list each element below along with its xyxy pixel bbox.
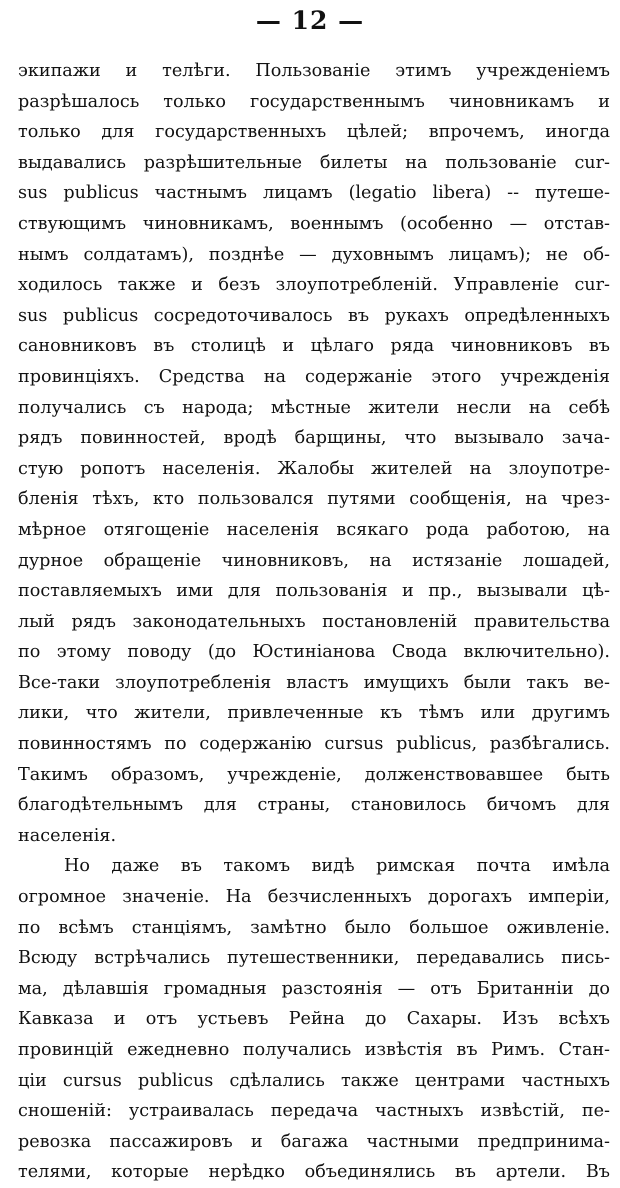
text-line: sus publicus сосредоточивалось въ рукахъ опредѣленныхъ bbox=[18, 305, 610, 326]
text-line: sus publicus частнымъ лицамъ (legatio libera) -- путеше- bbox=[18, 183, 610, 204]
text-line: благодѣтельнымъ для страны, становилось бичомъ для bbox=[18, 795, 610, 816]
text-line: населенія. bbox=[18, 825, 117, 846]
text-line: ціи cursus publicus сдѣлались также центрами частныхъ bbox=[18, 1070, 610, 1091]
text-line: провинцій ежедневно получались извѣстія въ Римъ. Стан- bbox=[18, 1040, 610, 1060]
text-line: Кавказа и отъ устьевъ Рейна до Сахары. Изъ всѣхъ bbox=[18, 1009, 610, 1030]
text-line: ходилось также и безъ злоупотребленій. Управленіе cur- bbox=[18, 275, 610, 296]
text-line: Все-таки злоупотребленія властъ имущихъ были такъ ве- bbox=[18, 672, 610, 693]
text-line: Всюду встрѣчались путешественники, передавались пись- bbox=[18, 948, 610, 969]
paragraph-2 bbox=[18, 851, 610, 1188]
text-line: сановниковъ въ столицѣ и цѣлаго ряда чиновниковъ въ bbox=[18, 336, 610, 357]
text-line: повинностямъ по содержанію cursus publicus, разбѣгались. bbox=[18, 734, 610, 755]
text-line: провинціяхъ. Средства на содержаніе этого учрежденія bbox=[18, 366, 610, 387]
text-line: сношеній: устраивалась передача частныхъ извѣстій, пе- bbox=[18, 1101, 610, 1122]
text-line: ма, дѣлавшія громадныя разстоянія — отъ Британніи до bbox=[18, 978, 610, 999]
text-line: лый рядъ законодательныхъ постановленій правительства bbox=[18, 611, 610, 632]
text-line: стую ропотъ населенія. Жалобы жителей на злоупотре- bbox=[18, 458, 610, 479]
text-line: ствующимъ чиновникамъ, военнымъ (особенно — отстав- bbox=[18, 213, 610, 234]
text-line: рядъ повинностей, вродѣ барщины, что вызывало зача- bbox=[18, 428, 610, 449]
text-line: лики, что жители, привлеченные къ тѣмъ или другимъ bbox=[18, 703, 610, 724]
text-line: мѣрное отягощеніе населенія всякаго рода работою, на bbox=[18, 519, 610, 540]
page-number: — 12 — bbox=[255, 6, 365, 35]
text-line: ревозка пассажировъ и багажа частными предпринима- bbox=[18, 1131, 610, 1152]
text-line: по всѣмъ станціямъ, замѣтно было большое оживленіе. bbox=[18, 917, 610, 938]
text-line: разрѣшалось только государственнымъ чиновникамъ и bbox=[18, 91, 610, 112]
text-line: огромное значеніе. На безчисленныхъ дорогахъ имперіи, bbox=[18, 887, 610, 908]
text-line: по этому поводу (до Юстиніанова Свода включительно). bbox=[18, 642, 610, 663]
text-line: Но даже въ такомъ видѣ римская почта имѣла bbox=[64, 856, 610, 877]
paragraph-1 bbox=[18, 56, 610, 851]
text-line: нымъ солдатамъ), позднѣе — духовнымъ лицамъ); не об- bbox=[18, 244, 610, 265]
text-line: только для государственныхъ цѣлей; впрочемъ, иногда bbox=[18, 122, 610, 143]
text-line: поставляемыхъ ими для пользованія и пр., вызывали цѣ- bbox=[18, 581, 610, 602]
text-line: телями, которые нерѣдко объединялись въ артели. Въ bbox=[18, 1162, 610, 1183]
page-body bbox=[18, 56, 610, 1188]
text-line: экипажи и телѣги. Пользованіе этимъ учрежденіемъ bbox=[18, 61, 610, 81]
text-line: получались съ народа; мѣстные жители несли на себѣ bbox=[18, 397, 610, 418]
text-line: выдавались разрѣшительные билеты на пользованіе cur- bbox=[18, 152, 610, 173]
text-line: Такимъ образомъ, учрежденіе, долженствовавшее быть bbox=[18, 764, 610, 785]
text-line: бленія тѣхъ, кто пользовался путями сообщенія, на чрез- bbox=[18, 489, 610, 510]
text-line: дурное обращеніе чиновниковъ, на истязаніе лошадей, bbox=[18, 550, 610, 571]
